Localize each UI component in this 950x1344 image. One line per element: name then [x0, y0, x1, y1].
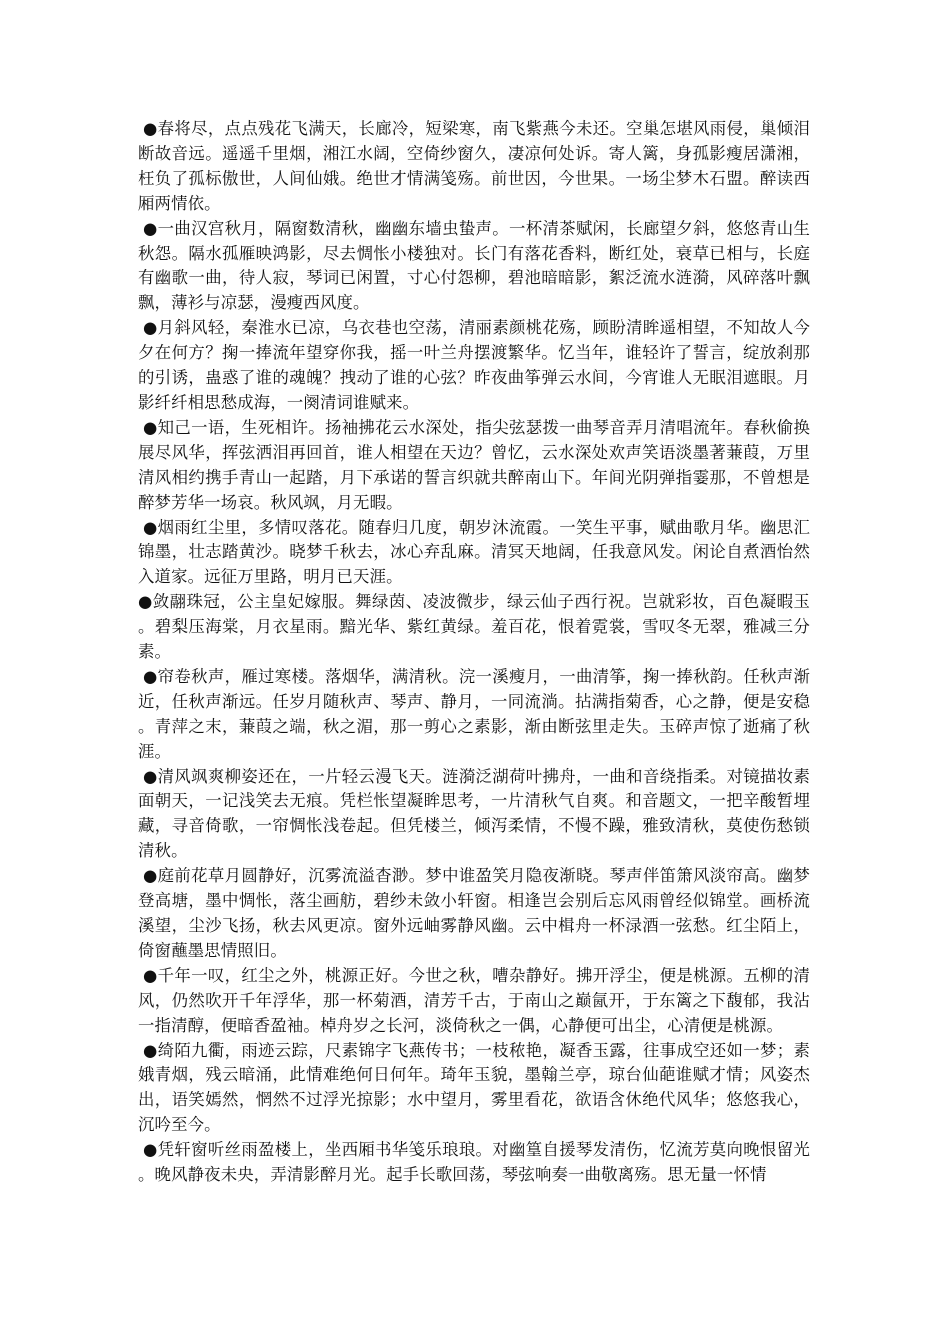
document-body: [138, 117, 810, 1188]
bullet-icon: ●: [143, 218, 158, 238]
paragraph-text: 清风飒爽柳姿还在，一片轻云漫飞天。涟漪泛湖荷叶拂舟，一曲和音绕指柔。对镜描妆素面朝天，一记浅笑去无痕。凭栏怅望凝眸思考，一片清秋气自爽。和音题文，一把辛酸暂埋藏，寻音倚歌，一帘惆怅浅卷起。但凭楼兰，倾泻柔情，不慢不躁，雅致清秋，莫使伤愁锁清秋。: [138, 766, 810, 861]
paragraph-text: 烟雨红尘里，多情叹落花。随春归几度，朝岁沐流霞。一笑生平事，赋曲歌月华。幽思汇锦墨，壮志踏黄沙。晓梦千秋去，冰心弃乱麻。清冥天地阔，任我意风发。闲论自煮酒怡然入道家。远征万里路，明月已天涯。: [138, 517, 810, 587]
bullet-icon: ●: [143, 119, 158, 138]
paragraph: [138, 117, 810, 217]
bullet-icon: ●: [143, 666, 158, 686]
paragraph-text: 知己一语，生死相许。扬袖拂花云水深处，指尖弦瑟拨一曲琴音弄月清唱流年。春秋偷换展尽风华，挥弦洒泪再回首，谁人相望在天边？曾忆，云水深处欢声笑语淡墨著蒹葭，万里清风相约携手青山一起踏，月下承诺的誓言织就共醉南山下。年间光阴弹指霎那，不曾想是醉梦芳华一场哀。秋风飒，月无暇。: [138, 417, 810, 512]
paragraph: [138, 1138, 810, 1188]
paragraph-text: 月斜风轻，秦淮水已凉，乌衣巷也空荡，清丽素颜桃花殇，顾盼清眸遥相望，不知故人今夕在何方？掬一捧流年望穿你我，摇一叶兰舟摆渡繁华。忆当年，谁轻许了誓言，绽放刹那的引诱，蛊惑了谁的魂魄？拽动了谁的心弦？昨夜曲筝弹云水间，今宵谁人无眠泪遮眼。月影纤纤相思愁成海，一阕清词谁赋来。: [138, 318, 810, 412]
paragraph-text: 帘卷秋声，雁过寒楼。落烟华，满清秋。浣一溪瘦月，一曲清筝，掬一捧秋韵。任秋声渐近，任秋声渐远。任岁月随秋声、琴声、静月，一同流淌。拈满指菊香，心之静，便是安稳。青萍之末，蒹葭之端，秋之湄，那一剪心之素影，渐由断弦里走失。玉碎声惊了逝痛了秋涯。: [138, 666, 810, 761]
paragraph: [138, 1039, 810, 1139]
paragraph-text: 千年一叹，红尘之外，桃源正好。今世之秋，嘈杂静好。拂开浮尘，便是桃源。五柳的清风，仍然吹开千年浮华，那一杯菊酒，清芳千古，于南山之巅氤开，于东篱之下馥郁，我沾一指清醇，便暗香盈袖。棹舟岁之长河，淡倚秋之一偶，心静便可出尘，心清便是桃源。: [138, 965, 810, 1035]
paragraph-text: 绮陌九衢，雨迹云踪，尺素锦字飞燕传书；一枝秾艳，凝香玉露，往事成空还如一梦；素娥青烟，残云暗涌，此情难绝何日何年。琦年玉貌，墨翰兰亭，琼台仙葩谁赋才情；风姿杰出，语笑嫣然，惘然不过浮光掠影；水中望月，雾里看花，欲语含休绝代风华；悠悠我心，沉吟至今。: [138, 1040, 810, 1135]
bullet-icon: ●: [138, 592, 153, 612]
paragraph: [138, 864, 810, 964]
paragraph: [138, 590, 810, 665]
bullet-icon: ●: [143, 866, 158, 886]
bullet-icon: ●: [143, 417, 158, 437]
paragraph-text: 庭前花草月圆静好，沉雾流溢杳渺。梦中谁盈笑月隐夜渐晓。琴声伴笛箫风淡帘高。幽梦登高塘，墨中惆怅，落尘画舫，碧纱未敛小轩窗。相逢岂会别后忘风雨曾经似锦堂。画桥流溪望，尘沙飞扬，秋去风更凉。窗外远岫雾静风幽。云中楫舟一杯渌酒一弦愁。红尘陌上，倚窗蘸墨思情照旧。: [138, 866, 810, 960]
paragraph: [138, 665, 810, 765]
bullet-icon: ●: [143, 1140, 158, 1160]
bullet-icon: ●: [143, 965, 158, 985]
paragraph: [138, 516, 810, 591]
paragraph: [138, 416, 810, 516]
bullet-icon: ●: [143, 1040, 158, 1060]
paragraph: [138, 765, 810, 865]
paragraph-text: 凭轩窗听丝雨盈楼上，坐西厢书华笺乐琅琅。对幽篁自援琴发清伤，忆流芳莫向晚恨留光。晚风静夜未央，弄清影醉月光。起手长歌回荡，琴弦响奏一曲敬离殇。思无量一怀情: [138, 1140, 810, 1185]
paragraph: [138, 217, 810, 317]
bullet-icon: ●: [143, 766, 158, 786]
paragraph-text: 一曲汉宫秋月，隔窗数清秋，幽幽东墙虫蛰声。一杯清茶赋闲，长廊望夕斜，悠悠青山生秋怨。隔水孤雁映鸿影，尽去惆怅小楼独对。长门有落花香料，断红处，衰草已相与，长庭有幽歌一曲，待人寂，琴词已闲置，寸心付怨柳，碧池暗暗影，絮泛流水涟漪，风碎落叶飘飘，薄衫与凉瑟，漫瘦西风度。: [138, 218, 810, 313]
paragraph: [138, 316, 810, 416]
paragraph-text: 敛翮珠冠，公主皇妃嫁服。舞绿茵、凌波微步，绿云仙子西行祝。岂就彩妆，百色凝暇玉。碧梨压海棠，月衣星雨。黯光华、紫红黄绿。羞百花，恨着霓裳，雪叹冬无翠，雅减三分素。: [138, 592, 810, 662]
bullet-icon: ●: [143, 517, 158, 537]
paragraph-text: 春将尽，点点残花飞满天，长廊冷，短梁寒，南飞紫燕今未还。空巢怎堪风雨侵，巢倾泪断故音远。遥遥千里烟，湘江水阔，空倚纱窗久，凄凉何处诉。寄人篱，身孤影瘦居潇湘，枉负了孤标傲世，人间仙娥。绝世才情满笺殇。前世因，今世果。一场尘梦木石盟。醉读西厢两情依。: [138, 119, 810, 213]
bullet-icon: ●: [143, 318, 158, 338]
paragraph: [138, 964, 810, 1039]
